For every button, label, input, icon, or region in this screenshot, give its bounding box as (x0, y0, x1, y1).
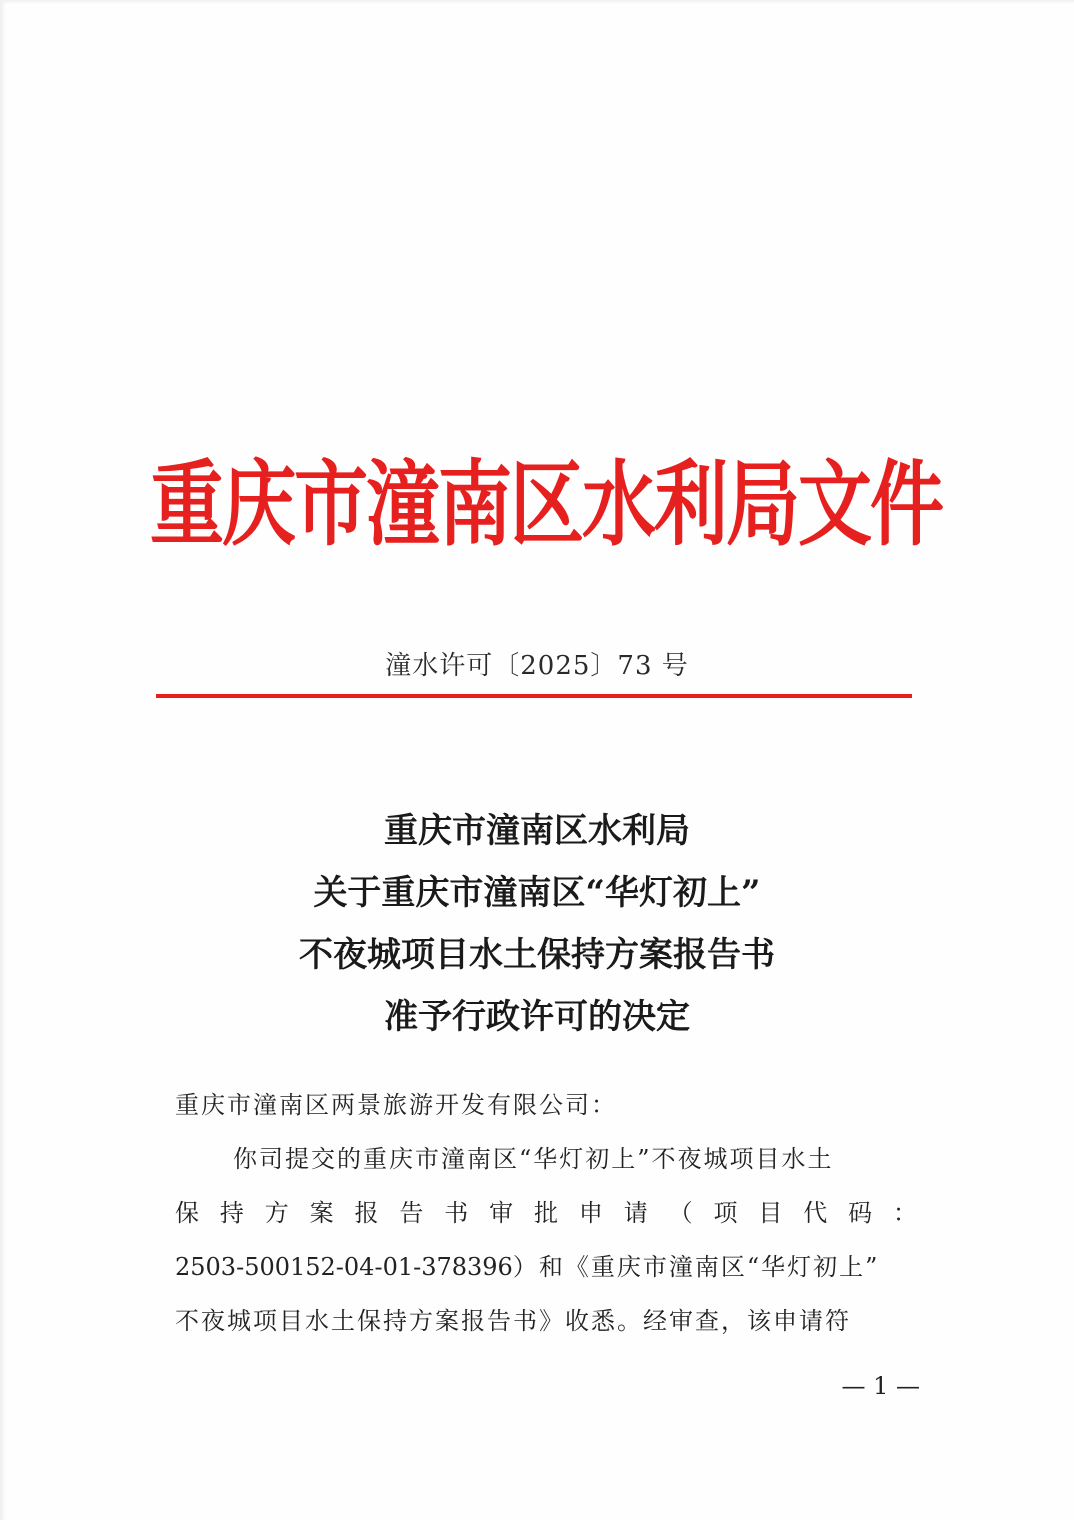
scan-shadow-top (0, 0, 1074, 4)
issuer-masthead: 重庆市潼南区水利局文件 (150, 451, 942, 559)
scan-shadow-left (0, 0, 6, 1520)
title-line-2: 关于重庆市潼南区“华灯初上” (313, 873, 761, 913)
document-number: 潼水许可〔2025〕73 号 (385, 651, 689, 681)
addressee: 重庆市潼南区两景旅游开发有限公司： (175, 1091, 617, 1119)
body-line-4: 不夜城项目水土保持方案报告书》收悉。经审查，该申请符 (175, 1307, 851, 1335)
document-body (175, 1078, 917, 1348)
body-line-2: 保持方案报告书审批申请（项目代码： (175, 1199, 917, 1227)
title-line-1: 重庆市潼南区水利局 (384, 811, 690, 851)
project-code: 2503-500152-04-01-378396 (175, 1253, 513, 1281)
body-line-3-rest: ）和《重庆市潼南区“华灯初上” (512, 1253, 880, 1281)
red-separator-line (156, 694, 912, 698)
title-line-3: 不夜城项目水土保持方案报告书 (299, 935, 775, 975)
page-number: — 1 — (841, 1372, 920, 1400)
body-line-1: 你司提交的重庆市潼南区“华灯初上”不夜城项目水土 (233, 1145, 834, 1173)
document-title (150, 800, 924, 1048)
title-line-4: 准予行政许可的决定 (384, 997, 690, 1037)
body-line-3 (175, 1240, 917, 1294)
